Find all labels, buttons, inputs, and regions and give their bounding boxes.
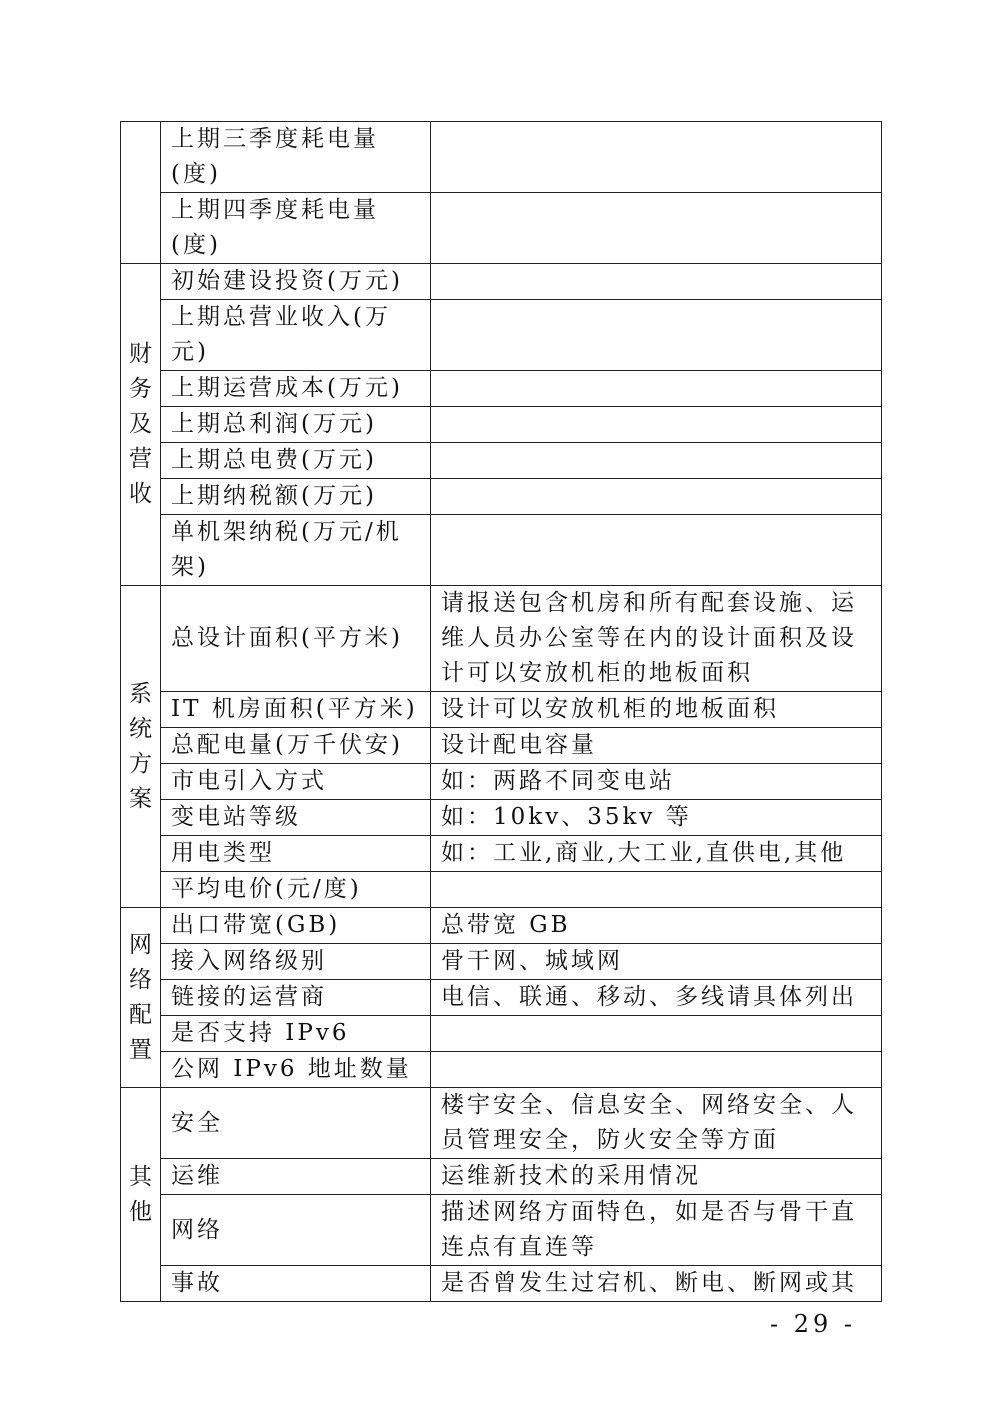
table-row (121, 800, 882, 836)
table-row (121, 1088, 882, 1159)
table-row (121, 1195, 882, 1266)
note-cell: 楼宇安全、信息安全、网络安全、人员管理安全，防火安全等方面 (431, 1088, 882, 1159)
note-cell (431, 515, 882, 586)
note-cell: 如：工业,商业,大工业,直供电,其他 (431, 836, 882, 872)
item-cell: 网络 (161, 1195, 431, 1266)
table-row (121, 371, 882, 407)
table-row (121, 264, 882, 300)
note-cell (431, 300, 882, 371)
item-cell: 上期总电费(万元) (161, 443, 431, 479)
item-cell: 上期总营业收入(万元) (161, 300, 431, 371)
item-cell: 用电类型 (161, 836, 431, 872)
category-cell (121, 264, 161, 586)
table-row (121, 908, 882, 944)
note-cell (431, 371, 882, 407)
item-cell: 初始建设投资(万元) (161, 264, 431, 300)
table-row (121, 193, 882, 264)
note-cell: 描述网络方面特色，如是否与骨干直连点有直连等 (431, 1195, 882, 1266)
item-cell: 公网 IPv6 地址数量 (161, 1052, 431, 1088)
note-cell: 总带宽 GB (431, 908, 882, 944)
note-cell: 设计配电容量 (431, 728, 882, 764)
table-row (121, 300, 882, 371)
note-cell: 电信、联通、移动、多线请具体列出 (431, 980, 882, 1016)
item-cell: 上期总利润(万元) (161, 407, 431, 443)
table-row (121, 407, 882, 443)
note-cell (431, 407, 882, 443)
note-cell (431, 479, 882, 515)
table-row (121, 1159, 882, 1195)
category-cell (121, 586, 161, 908)
item-cell: 事故 (161, 1266, 431, 1302)
table-row (121, 872, 882, 908)
item-cell: 出口带宽(GB) (161, 908, 431, 944)
note-cell: 请报送包含机房和所有配套设施、运维人员办公室等在内的设计面积及设计可以安放机柜的地板面积 (431, 586, 882, 692)
category-cell (121, 122, 161, 264)
table-row (121, 122, 882, 193)
table-row (121, 443, 882, 479)
note-cell: 运维新技术的采用情况 (431, 1159, 882, 1195)
item-cell: 上期四季度耗电量(度) (161, 193, 431, 264)
note-cell: 是否曾发生过宕机、断电、断网或其 (431, 1266, 882, 1302)
category-label: 其他 (129, 1163, 152, 1225)
category-label: 网络配置 (129, 931, 152, 1063)
table-row (121, 764, 882, 800)
note-cell: 如：两路不同变电站 (431, 764, 882, 800)
note-cell (431, 122, 882, 193)
item-cell: 变电站等级 (161, 800, 431, 836)
table-row (121, 1016, 882, 1052)
table-row (121, 980, 882, 1016)
note-cell: 如：10kv、35kv 等 (431, 800, 882, 836)
table-row (121, 692, 882, 728)
category-cell (121, 1088, 161, 1302)
note-cell (431, 443, 882, 479)
item-cell: 链接的运营商 (161, 980, 431, 1016)
item-cell: 上期三季度耗电量(度) (161, 122, 431, 193)
item-cell: IT 机房面积(平方米) (161, 692, 431, 728)
table-row (121, 515, 882, 586)
item-cell: 安全 (161, 1088, 431, 1159)
item-cell: 运维 (161, 1159, 431, 1195)
table-row (121, 1266, 882, 1302)
item-cell: 是否支持 IPv6 (161, 1016, 431, 1052)
table-row (121, 586, 882, 692)
page-number: - 29 - (770, 1310, 857, 1338)
note-cell (431, 1052, 882, 1088)
category-cell (121, 908, 161, 1088)
item-cell: 总配电量(万千伏安) (161, 728, 431, 764)
item-cell: 上期纳税额(万元) (161, 479, 431, 515)
table-row (121, 1052, 882, 1088)
table-row (121, 479, 882, 515)
item-cell: 总设计面积(平方米) (161, 586, 431, 692)
category-label: 系统方案 (129, 680, 152, 812)
item-cell: 单机架纳税(万元/机架) (161, 515, 431, 586)
table-row (121, 944, 882, 980)
note-cell (431, 193, 882, 264)
table-row (121, 836, 882, 872)
note-cell (431, 1016, 882, 1052)
note-cell (431, 264, 882, 300)
item-cell: 平均电价(元/度) (161, 872, 431, 908)
table-row (121, 728, 882, 764)
note-cell: 骨干网、城域网 (431, 944, 882, 980)
item-cell: 市电引入方式 (161, 764, 431, 800)
note-cell: 设计可以安放机柜的地板面积 (431, 692, 882, 728)
item-cell: 接入网络级别 (161, 944, 431, 980)
info-table (120, 121, 882, 1302)
item-cell: 上期运营成本(万元) (161, 371, 431, 407)
note-cell (431, 872, 882, 908)
category-label: 财务及营收 (129, 341, 152, 507)
